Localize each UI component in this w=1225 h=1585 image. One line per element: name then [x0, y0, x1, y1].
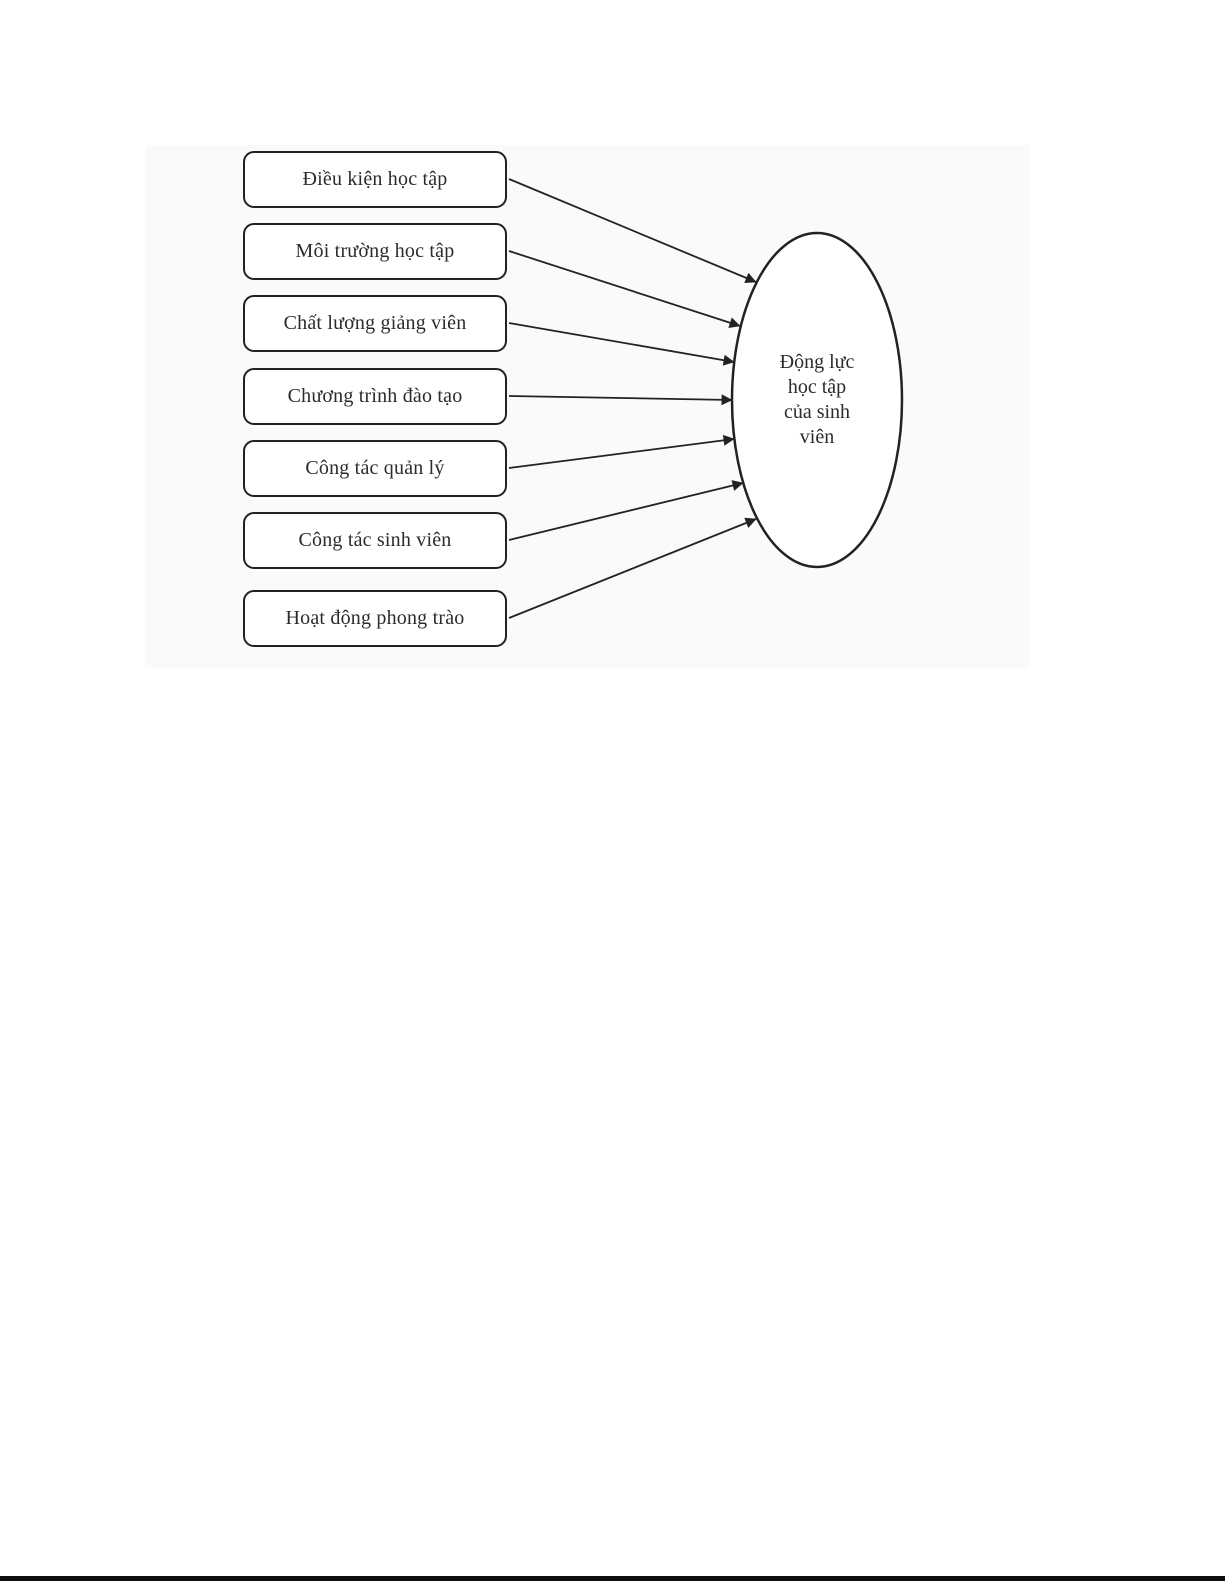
outcome-label: [732, 350, 902, 450]
outcome-label-line: Động lực: [779, 351, 855, 373]
factor-label: Công tác sinh viên: [298, 529, 452, 551]
factor-label: Môi trường học tập: [295, 240, 455, 262]
factor-box-hoat-dong-phong-trao: [243, 590, 507, 647]
arrow-factor-5-to-outcome: [509, 439, 734, 468]
arrow-factor-6-to-outcome: [509, 483, 743, 540]
factor-label: Công tác quản lý: [305, 457, 445, 479]
arrow-factor-7-to-outcome: [509, 519, 756, 618]
arrow-factor-3-to-outcome: [509, 323, 734, 362]
arrow-factor-1-to-outcome: [509, 179, 756, 282]
factor-box-chat-luong-giang-vien: [243, 295, 507, 352]
outcome-label-line: viên: [799, 426, 835, 448]
factor-label: Điều kiện học tập: [302, 168, 448, 190]
arrow-factor-4-to-outcome: [509, 396, 732, 400]
factor-box-cong-tac-quan-ly: [243, 440, 507, 497]
arrow-factor-2-to-outcome: [509, 251, 740, 326]
outcome-label-line: của sinh: [783, 401, 851, 423]
factor-box-dieu-kien-hoc-tap: [243, 151, 507, 208]
factor-label: Hoạt động phong trào: [285, 607, 465, 629]
factor-label: Chất lượng giảng viên: [283, 312, 467, 334]
factor-box-chuong-trinh-dao-tao: [243, 368, 507, 425]
page-bottom-rule: [0, 1576, 1225, 1581]
factor-label: Chương trình đào tạo: [287, 385, 463, 407]
factor-box-moi-truong-hoc-tap: [243, 223, 507, 280]
outcome-label-line: học tập: [787, 376, 847, 398]
factor-box-cong-tac-sinh-vien: [243, 512, 507, 569]
